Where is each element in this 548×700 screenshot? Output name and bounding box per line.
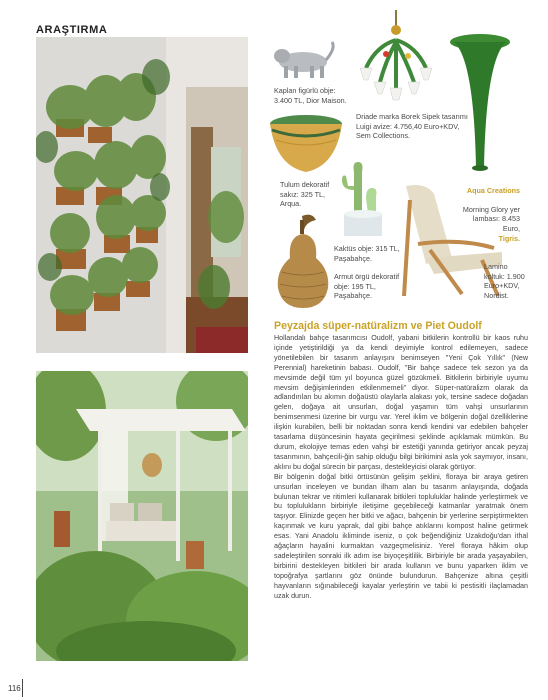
cactus-caption: Kaktüs obje: 315 TL, Paşabahçe. <box>334 244 400 263</box>
folio-rule <box>22 679 23 697</box>
article-title: Peyzajda süper-natüralizm ve Piet Oudolf <box>274 320 482 332</box>
cactus-image <box>336 160 386 242</box>
section-label: ARAŞTIRMA <box>36 24 108 36</box>
tiger-figurine-image <box>270 38 336 82</box>
pergola-garden-photo <box>36 371 248 661</box>
pear-object-image <box>272 212 334 310</box>
chandelier-image <box>356 10 436 102</box>
chair-caption: Lamino koltuk: 1.900 Euro+KDV, Nordist. <box>484 262 525 300</box>
pear-caption: Armut örgü dekoratif obje: 195 TL, Paşabahçe. <box>334 272 400 301</box>
article-body <box>274 334 528 601</box>
floor-lamp-store: Tigris. <box>498 233 520 243</box>
wall-planter-photo <box>36 37 248 353</box>
page-number: 116 <box>8 684 21 693</box>
article-text: Hollandalı bahçe tasarımcısı Oudolf, yabani bitkilerin kontrollü bir kaos ruhu içinde yetiştirildiği ya da kendi deyimiyle kontrol edilemeyen, sadece yönetilebilen bir tasarım anlayışını benimseyen "Yeni Çok Yıllık" (New Perennial) hareketinin babası. Oudolf, "Bir bahçe sadece tek sezon ya da mevsimde değil tüm yıl boyunca güzel gözükmeli. Bitkilerin birbiriyle uyumu mevsim değişimlerinden etkilenmemeli" diyor. Süper-natüralizm olarak da adlandırılan bu akımın doğaüstü olaylarla alakası yok, tersine sadece doğadan gelen, doğaya ait unsurları, doğal yaşamın tüm vahşi unsurlarının benimsenmesi üzerine bir vurgu var. Yerel iklim ve bölgenin doğal özelliklerine ilişkin kurabilen, belli bir noktadan sonra kendi kendini var edebilen bahçeler tasarlama düşüncesinin hayata geçirilmesi şeklinde açıklamak mümkün. Bu durum, ekolojiye temas eden vahşi bir estetiği yanında getiriyor ancak peyzaj tasarımının, bahçecili-ğin sahip olduğu bilgi birikimini asla yok saymıyor, insanı, aklını bu doğal sürecin bir parçası, destekleyicisi olarak görüyor. Bir bölgenin doğal bitki örtüsünün gelişim şeklini, floraya bir araya getiren unsurları inceleyen ve bundan ilham alan bu tasarım anlayışında, doğada bulunan tekrar ve ritimleri kullanarak bitkileri topluluklar halinde yerleştirmek ve bu toplulukların birbiriyle iletişime geçebileceği katmanlar yaratmak önem taşıyor. Elinizde geçen her bitki ve ağacı, bahçenin bir yerlerine serpiştirmekten kaçınmak ve kuru yaprak, dal gibi bahçe atıklarını kompost haline getirmek esas. Yani Anadolu ikliminde iseniz, o çok beğendiğiniz Uzakdoğu'dan ithal ağaçların hayalini kurmaktan vazgeçmelisiniz. Yerel floraya hâkim olup sadeleştirilen sonraki ilk adım ise biyoçeşitlilik. Birbiriyle bir arada yaşayabilen, birbirini destekleyen bitkileri bir arada kullanın ve bunu yaparken iklim ve topoğrafya şartlarını göz önünde bulundurun. Bahçenize altına çeşitli hayvanların sığınabileceği kayalar yerleştirin ve tabii ki pestisitli ilaçlamadan uzak durun. <box>274 334 528 600</box>
basket-image <box>268 114 344 176</box>
floor-lamp-image <box>448 30 512 172</box>
floor-lamp-text: Morning Glory yer lambası: 8.453 Euro, <box>462 204 520 233</box>
floor-lamp-brand: Aqua Creations <box>466 185 520 195</box>
tiger-caption: Kaplan figürlü obje: 3.400 TL, Dior Maison. <box>274 86 347 105</box>
chandelier-caption: Driade marka Borek Sipek tasarımı Luigi avize: 4.756,40 Euro+KDV, Sem Collections. <box>356 112 468 141</box>
basket-caption: Tulum dekoratif sakız: 325 TL, Arqua. <box>280 180 330 209</box>
